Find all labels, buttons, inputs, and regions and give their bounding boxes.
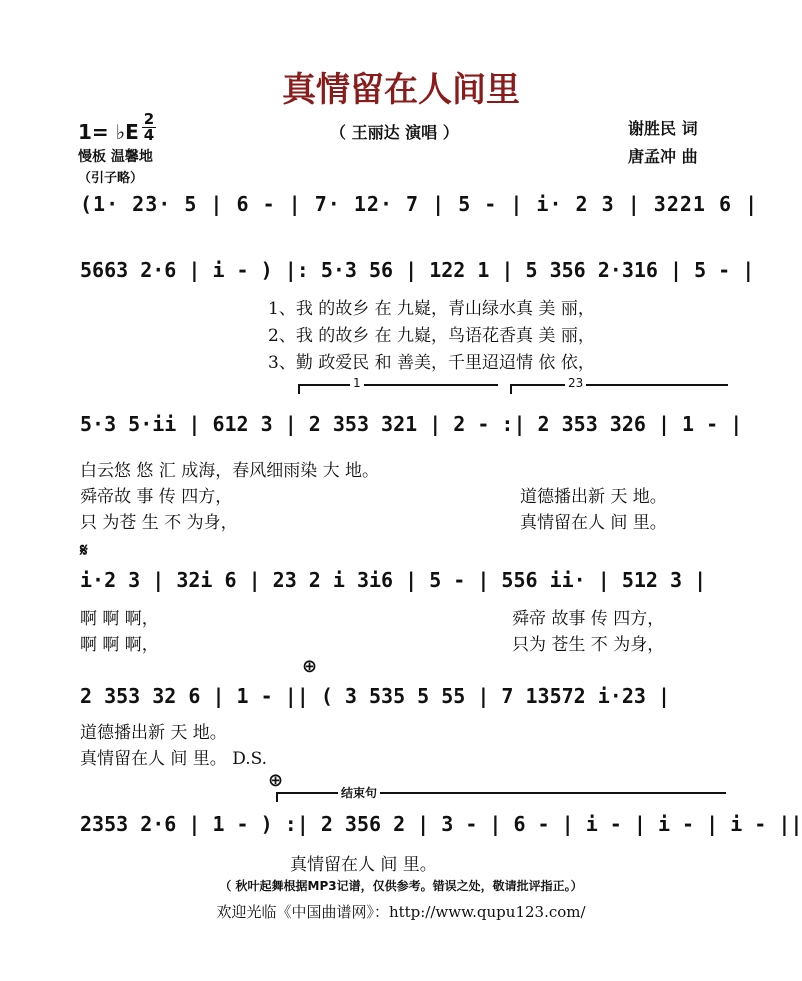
volta-23-bracket <box>510 384 728 386</box>
score-row-5: 2 353 32 6 | 1 - || ( 3 535 5 55 | 7 13572 i·23 | <box>80 684 671 708</box>
tempo-marking: 慢板 温馨地 <box>78 149 153 165</box>
key-signature: 1= ♭E <box>78 120 139 144</box>
ending-label: 结束句 <box>338 784 380 801</box>
lyric-row3-line3: 只 为苍 生 不 为身， <box>80 513 238 533</box>
score-row-3: 5·3 5·ii | 612 3 | 2 353 321 | 2 - :| 2 353 326 | 1 - | <box>80 412 743 436</box>
lyric-verse-1: 1、我 的故乡 在 九嶷，青山绿水真 美 丽， <box>268 299 595 319</box>
ending-bracket-tick <box>276 792 278 802</box>
lyric-row4-left-1: 啊 啊 啊， <box>80 609 159 629</box>
segno-icon: 𝄋 <box>80 540 88 561</box>
lyric-row4-right-2: 只为 苍生 不 为身， <box>512 635 665 655</box>
volta-1-bracket <box>298 384 498 386</box>
footer-note: （ 秋叶起舞根据MP3记谱，仅供参考。错误之处，敬请批评指正。） <box>219 879 583 893</box>
meter-numerator: 2 <box>143 110 155 128</box>
composer-credit: 唐孟冲 曲 <box>628 147 698 166</box>
lyric-verse-2: 2、我 的故乡 在 九嶷，鸟语花香真 美 丽， <box>268 326 595 346</box>
lyric-row3-right-2: 真情留在人 间 里。 <box>520 513 667 533</box>
lyric-row4-right-1: 舜帝 故事 传 四方， <box>512 609 665 629</box>
volta-23-label: 23 <box>565 376 586 390</box>
site-footer: 欢迎光临《中国曲谱网》：http://www.qupu123.com/ <box>216 903 586 921</box>
score-row-1: (1· 23· 5 | 6 - | 7· 12· 7 | 5 - | i· 2 3 | 3221 6 | <box>80 192 759 216</box>
volta-1-label: 1 <box>350 376 364 390</box>
volta-23-tick <box>510 384 512 394</box>
lyric-row4-left-2: 啊 啊 啊， <box>80 635 159 655</box>
singer-credit: （ 王丽达 演唱 ） <box>330 123 459 142</box>
intro-note: （引子略） <box>78 171 144 186</box>
score-row-2: 5663 2·6 | i - ) |: 5·3 56 | 122 1 | 5 356 2·316 | 5 - | <box>80 258 755 282</box>
score-row-6: 2353 2·6 | 1 - ) :| 2 356 2 | 3 - | 6 - | i - | i - | i - || <box>80 812 802 836</box>
lyric-row3-right-1: 道德播出新 天 地。 <box>520 487 667 507</box>
lyric-row3-line1: 白云悠 悠 汇 成海，春风细雨染 大 地。 <box>80 461 380 481</box>
meter-denominator: 4 <box>143 126 155 144</box>
volta-1-tick <box>298 384 300 394</box>
coda-jump-icon: ⊕ <box>268 770 284 791</box>
lyricist-credit: 谢胜民 词 <box>628 119 698 138</box>
lyric-row5-line2: 真情留在人 间 里。 D.S. <box>80 749 268 769</box>
time-signature <box>142 112 156 143</box>
lyric-row6: 真情留在人 间 里。 <box>290 855 437 875</box>
score-row-4: i·2 3 | 32i 6 | 23 2 i 3i6 | 5 - | 556 ii· | 512 3 | <box>80 568 707 592</box>
lyric-row5-line1: 道德播出新 天 地。 <box>80 723 227 743</box>
page-title: 真情留在人间里 <box>282 70 520 110</box>
lyric-verse-3: 3、勤 政爱民 和 善美，千里迢迢情 依 依， <box>268 353 595 373</box>
lyric-row3-line2: 舜帝故 事 传 四方， <box>80 487 233 507</box>
coda-icon: ⊕ <box>302 656 318 677</box>
